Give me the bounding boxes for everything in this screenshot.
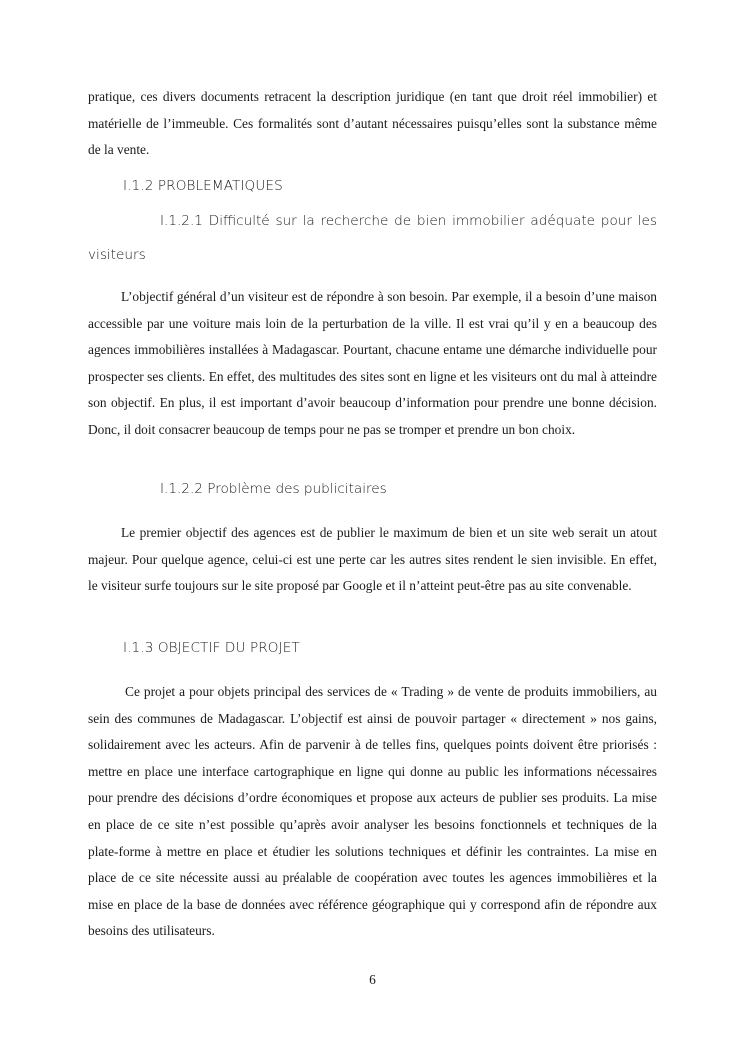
paragraph-recherche: L’objectif général d’un visiteur est de répondre à son besoin. Par exemple, il a besoin d’une maison accessible par une voiture mais loin de la perturbation de la ville. Il est vrai qu’il y en a beaucoup des agences immobilières installées à Madagascar. Pourtant, chacune entame une démarche individuelle pour prospecter ses clients. En effet, des multitudes des sites sont en ligne et les visiteurs ont du mal à atteindre son objectif. En plus, il est important d’avoir beaucoup d’information pour prendre une bonne décision. Donc, il doit consacrer beaucoup de temps pour ne pas se tromper et prendre un bon choix. bbox=[88, 289, 657, 437]
page-number: 6 bbox=[369, 972, 376, 987]
section-heading-objectif: I.1.3 OBJECTIF DU PROJET bbox=[123, 640, 300, 656]
paragraph-publicitaires: Le premier objectif des agences est de publier le maximum de bien et un site web serait un atout majeur. Pour quelque agence, celui-ci est une perte car les autres sites rendent le sien invisible. En effet, le visiteur surfe toujours sur le site proposé par Google et il n’atteint peut-être pas au site convenable. bbox=[88, 525, 657, 594]
subsection-heading-recherche-text: I.1.2.1 Difficulté sur la recherche de bien immobilier adéquate pour les visiteurs bbox=[88, 213, 657, 263]
paragraph-objectif: Ce projet a pour objets principal des services de « Trading » de vente de produits immobiliers, au sein des communes de Madagascar. L’objectif est ainsi de pouvoir partager « directement » nos gains, solidairement avec les acteurs. Afin de parvenir à de telles fins, quelques points doivent être priorisés : mettre en place une interface cartographique en ligne qui donne au public les informations nécessaires pour prendre des décisions d’ordre économiques et propose aux acteurs de publier ses produits. La mise en place de ce site n’est possible qu’après avoir analyser les besoins fonctionnels et techniques de la plate-forme à mettre en place et étudier les solutions techniques et définir les contraintes. La mise en place de ce site nécessite aussi au préalable de coopération avec toutes les agences immobilières et la mise en place de la base de données avec référence géographique qui y correspond afin de répondre aux besoins des utilisateurs. bbox=[88, 684, 664, 939]
section-heading-problematiques: I.1.2 PROBLEMATIQUES bbox=[123, 178, 283, 194]
subsection-heading-recherche bbox=[88, 204, 657, 272]
subsection-heading-publicitaires: I.1.2.2 Problème des publicitaires bbox=[160, 481, 387, 497]
intro-paragraph: pratique, ces divers documents retracent la description juridique (en tant que droit réel immobilier) et matérielle de l’immeuble. Ces formalités sont d’autant nécessaires puisqu’elles sont la substance même de la vente. bbox=[88, 89, 657, 158]
